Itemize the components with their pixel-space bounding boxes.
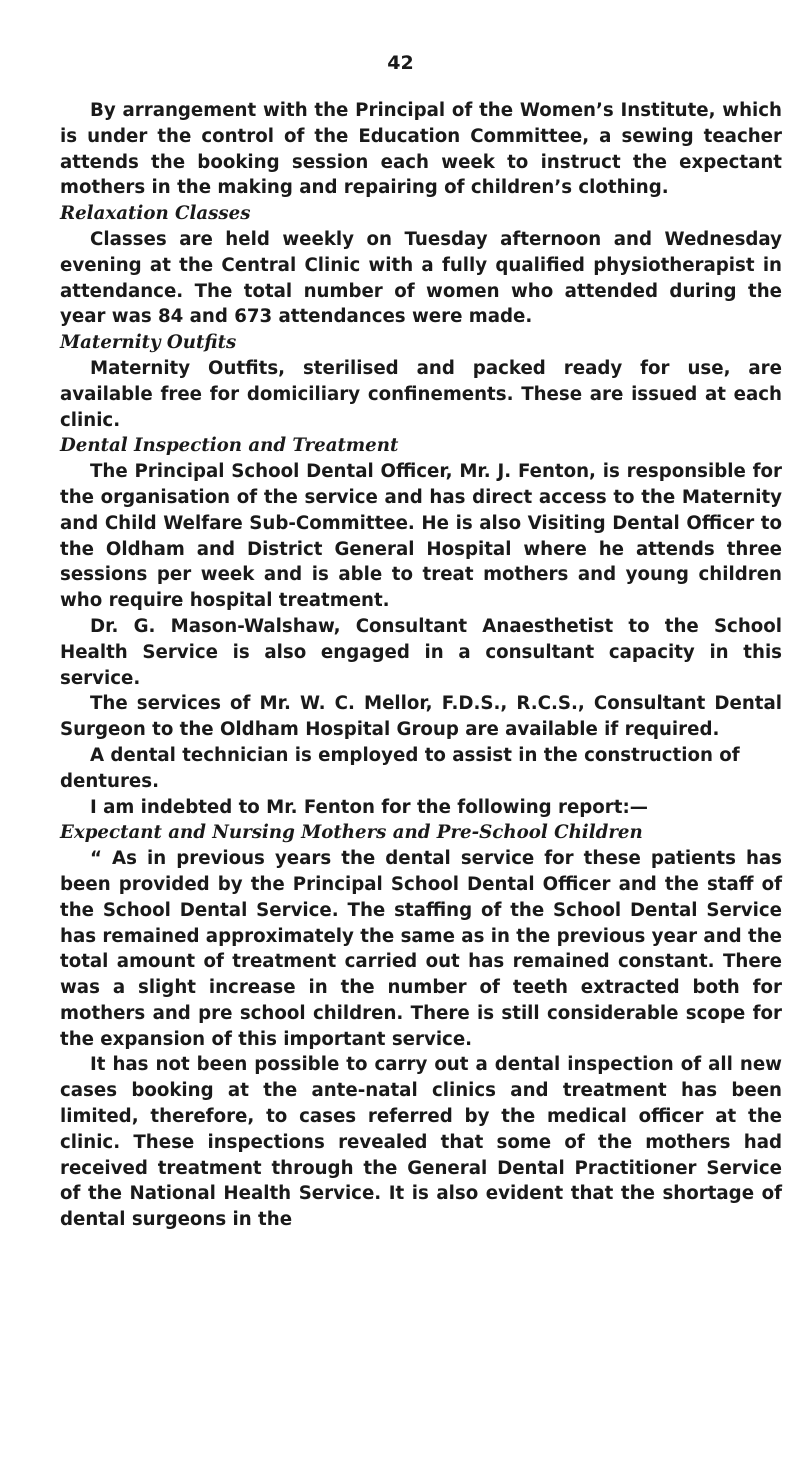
paragraph-dental-technician: A dental technician is employed to assist in the construction of: [90, 744, 740, 766]
heading-dental-inspection: Dental Inspection and Treatment: [60, 435, 399, 457]
paragraph-sewing-teacher: By arrangement with the Principal of the Women’s Institute, which is under the control of the Education Committee, a sewing teacher attends the booking session each week to instruct the expectant mothers in the making and repairing of children’s clothing.: [60, 100, 782, 199]
paragraph-anaesthetist: Dr. G. Mason-Walshaw, Consultant Anaesthetist to the School Health Service is also engaged in a consultant capacity in this service.: [60, 615, 782, 689]
page-number: 42: [387, 52, 414, 74]
heading-relaxation-classes: Relaxation Classes: [60, 203, 251, 225]
heading-maternity-outfits: Maternity Outfits: [60, 332, 237, 354]
paragraph-consultant-surgeon: The services of Mr. W. C. Mellor, F.D.S., R.C.S., Consultant Dental Surgeon to the Oldham Hospital Group are available if required.: [60, 693, 782, 741]
paragraph-expectant-service: “ As in previous years the dental service for these patients has been provided by the Principal School Dental Officer and the staff of the School Dental Service. The staffing of the School Dental Service has remained approximately the same as in the previous year and the total amount of treatment carried out has remained constant. There was a slight increase in the number of teeth extracted both for mothers and pre school children. There is still considerable scope for the expansion of this important service.: [60, 848, 782, 1050]
paragraph-report-intro: I am indebted to Mr. Fenton for the following report:—: [90, 796, 648, 818]
paragraph-expectant-inspection: It has not been possible to carry out a dental inspection of all new cases booking at the ante-natal clinics and treatment has been limited, therefore, to cases referred by the medical officer at the clinic. These inspections revealed that some of the mothers had received treatment through the General Dental Practitioner Service of the National Health Service. It is also evident that the shortage of dental surgeons in the: [60, 1054, 782, 1231]
paragraph-relaxation-classes: Classes are held weekly on Tuesday afternoon and Wednesday evening at the Central Clinic with a fully qualified physiotherapist in attendance. The total number of women who attended during the year was 84 and 673 attendances were made.: [60, 228, 782, 328]
heading-expectant-mothers: Expectant and Nursing Mothers and Pre-School Children: [60, 822, 643, 844]
paragraph-dental-officer: The Principal School Dental Officer, Mr. J. Fenton, is responsible for the organisation of the service and has direct access to the Maternity and Child Welfare Sub-Committee. He is also Visiting Dental Officer to the Oldham and District General Hospital where he attends three sessions per week and is able to treat mothers and young children who require hospital treatment.: [60, 461, 782, 612]
page-body: [60, 98, 782, 1233]
paragraph-dentures: dentures.: [60, 770, 159, 792]
paragraph-maternity-outfits: Maternity Outfits, sterilised and packed ready for use, are available free for domiciliary confinements. These are issued at each clinic.: [60, 357, 782, 431]
